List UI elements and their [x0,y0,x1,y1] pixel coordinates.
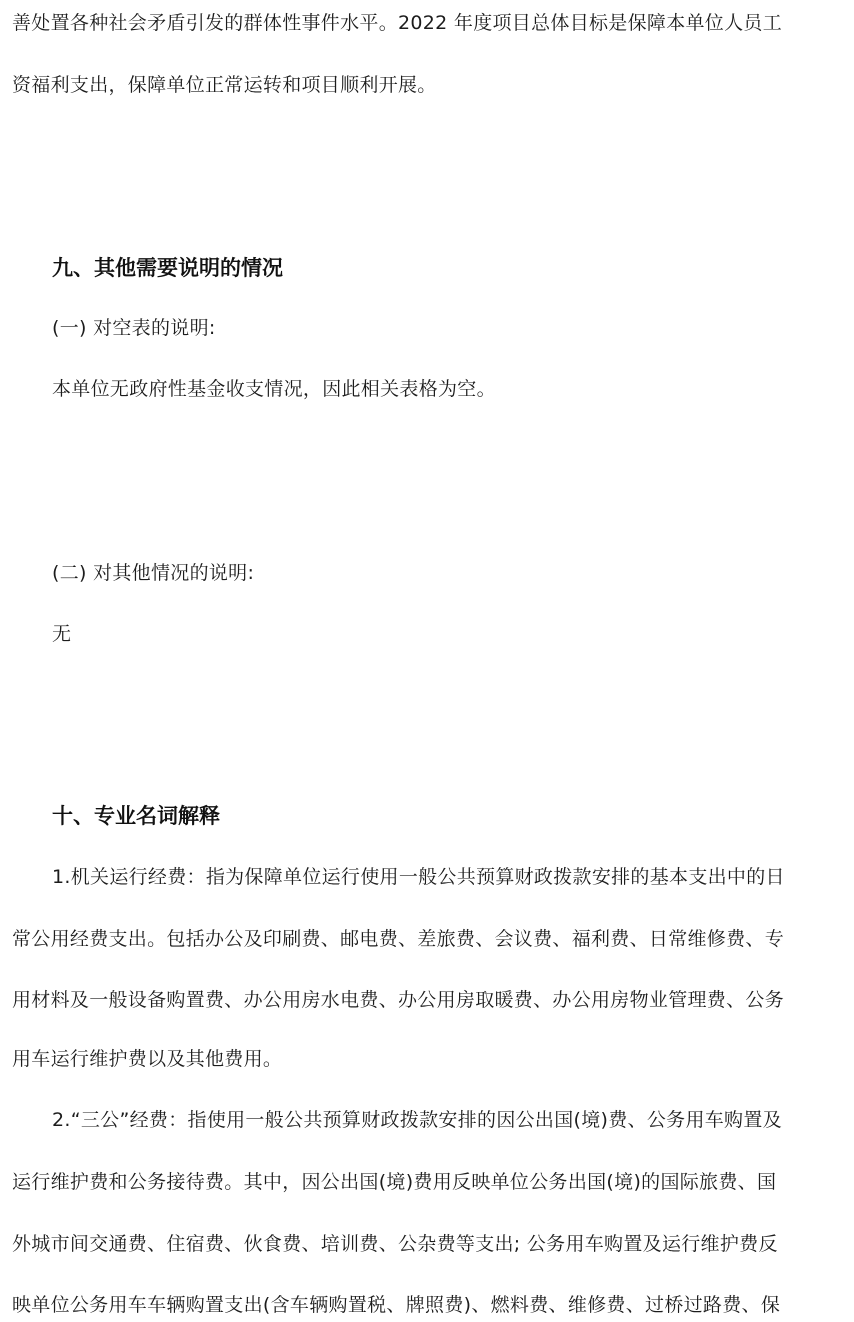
section-9-sub2-body: 无 [52,623,72,645]
intro-line-2: 资福利支出，保障单位正常运转和项目顺利开展。 [12,74,437,96]
section-9-heading: 九、其他需要说明的情况 [52,256,283,280]
term-1-line-4: 用车运行维护费以及其他费用。 [12,1048,283,1070]
intro-line-1: 善处置各种社会矛盾引发的群体性事件水平。2022 年度项目总体目标是保障本单位人员工 [12,12,782,34]
term-2-line-2: 运行维护费和公务接待费。其中，因公出国(境)费用反映单位公务出国(境)的国际旅费、国 [12,1171,777,1193]
term-1-line-3: 用材料及一般设备购置费、办公用房水电费、办公用房取暖费、办公用房物业管理费、公务 [12,989,785,1011]
section-9-sub1-title: (一) 对空表的说明: [52,317,216,339]
section-9-sub2-title: (二) 对其他情况的说明: [52,562,255,584]
term-2-line-3: 外城市间交通费、住宿费、伙食费、培训费、公杂费等支出; 公务用车购置及运行维护费反 [12,1233,778,1255]
term-2-line-4: 映单位公务用车车辆购置支出(含车辆购置税、牌照费)、燃料费、维修费、过桥过路费、保 [12,1294,781,1316]
term-1-line-1: 1.机关运行经费：指为保障单位运行使用一般公共预算财政拨款安排的基本支出中的日 [52,866,785,888]
section-9-sub1-body: 本单位无政府性基金收支情况，因此相关表格为空。 [52,378,496,400]
term-1-line-2: 常公用经费支出。包括办公及印刷费、邮电费、差旅费、会议费、福利费、日常维修费、专 [12,928,785,950]
section-10-heading: 十、专业名词解释 [52,804,220,828]
term-2-line-1: 2.“三公”经费：指使用一般公共预算财政拨款安排的因公出国(境)费、公务用车购置及 [52,1109,782,1131]
